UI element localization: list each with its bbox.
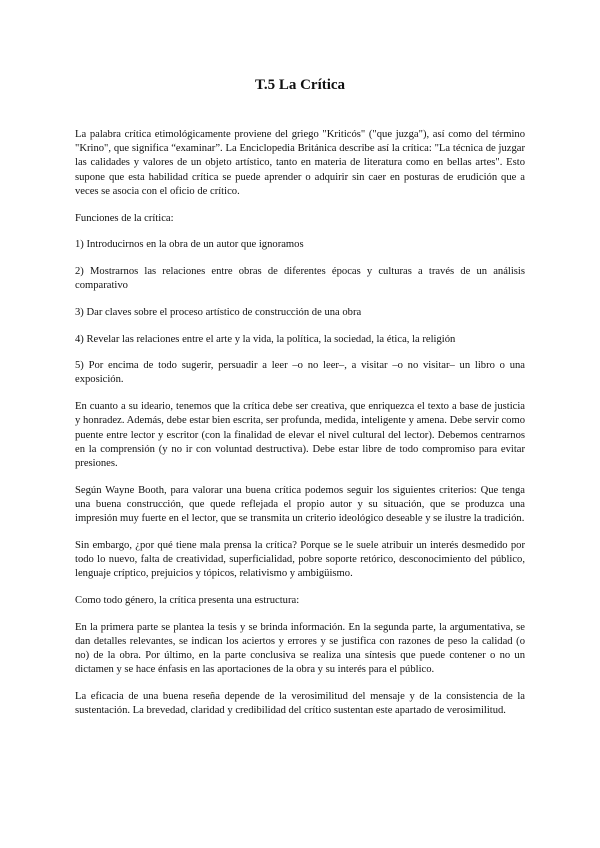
paragraph-ideario: En cuanto a su ideario, tenemos que la crítica debe ser creativa, que enriquezca el texto a base de justicia y honradez. Además, debe estar bien escrita, ser profunda, medida, inteligente y amena. Debe servir como puente entre lector y escritor (con la finalidad de elevar el nivel cultural del lector). Debemos centrarnos en la comprensión (y no ir con voluntad destructiva). Debe estar libre de todo compromiso para evitar presiones.	[75, 401, 525, 469]
paragraph-functions-heading: Funciones de la crítica:	[75, 212, 174, 224]
paragraph-eficacia: La eficacia de una buena reseña depende de la verosimilitud del mensaje y de la consistencia de la sustentación. La brevedad, claridad y credibilidad del crítico sustentan este apartado de verosimilitud.	[75, 690, 525, 717]
paragraph-function-3: 3) Dar claves sobre el proceso artístico de construcción de una obra	[75, 306, 362, 318]
paragraph-function-2: 2) Mostrarnos las relaciones entre obras de diferentes épocas y culturas a través de un análisis comparativo	[75, 265, 525, 292]
paragraph-function-1: 1) Introducirnos en la obra de un autor que ignoramos	[75, 239, 304, 251]
paragraph-wayne-booth: Según Wayne Booth, para valorar una buena crítica podemos seguir los siguientes criterios: Que tenga una buena construcción, que quede reflejada el propio autor y su situación, que se produzca una impresión muy fuerte en el lector, que se transmita un criterio ideológico deseable y se ilustre la tradición.	[75, 484, 525, 525]
paragraph-function-5: 5) Por encima de todo sugerir, persuadir a leer –o no leer–, a visitar –o no visitar– un libro o una exposición.	[75, 360, 525, 386]
paragraph-structure: En la primera parte se plantea la tesis y se brinda información. En la segunda parte, la argumentativa, se dan detalles relevantes, se indican los aciertos y errores y se justifica con razones de peso la calidad (o no) de la obra. Por último, en la parte conclusiva se realiza una síntesis que puede contener o no un dictamen y se hace énfasis en las aportaciones de la obra y su interés para el público.	[75, 621, 525, 676]
paragraph-mala-prensa: Sin embargo, ¿por qué tiene mala prensa la crítica? Porque se le suele atribuir un interés desmedido por todo lo nuevo, falta de creatividad, superficialidad, pobre soporte retórico, desconocimiento del público, lenguaje críptico, prejuicios y tópicos, relativismo y ambigüismo.	[75, 539, 525, 580]
paragraph-structure-heading: Como todo género, la crítica presenta una estructura:	[75, 594, 300, 606]
document-title: T.5 La Crítica	[254, 77, 346, 93]
paragraph-function-4: 4) Revelar las relaciones entre el arte y la vida, la política, la sociedad, la ética, la religión	[75, 333, 456, 345]
paragraph-etymology: La palabra crítica etimológicamente proviene del griego "Kriticós" ("que juzga"), así como del término "Krino", que significa “examinar”. La Enciclopedia Británica describe así la crítica: "La técnica de juzgar las calidades y valores de un objeto artístico, tanto en materia de literatura como en bellas artes". Esto supone que esta habilidad crítica se puede aprender o adquirir sin caer en posturas de erudición que a veces se asocia con el oficio de crítico.	[75, 129, 525, 197]
